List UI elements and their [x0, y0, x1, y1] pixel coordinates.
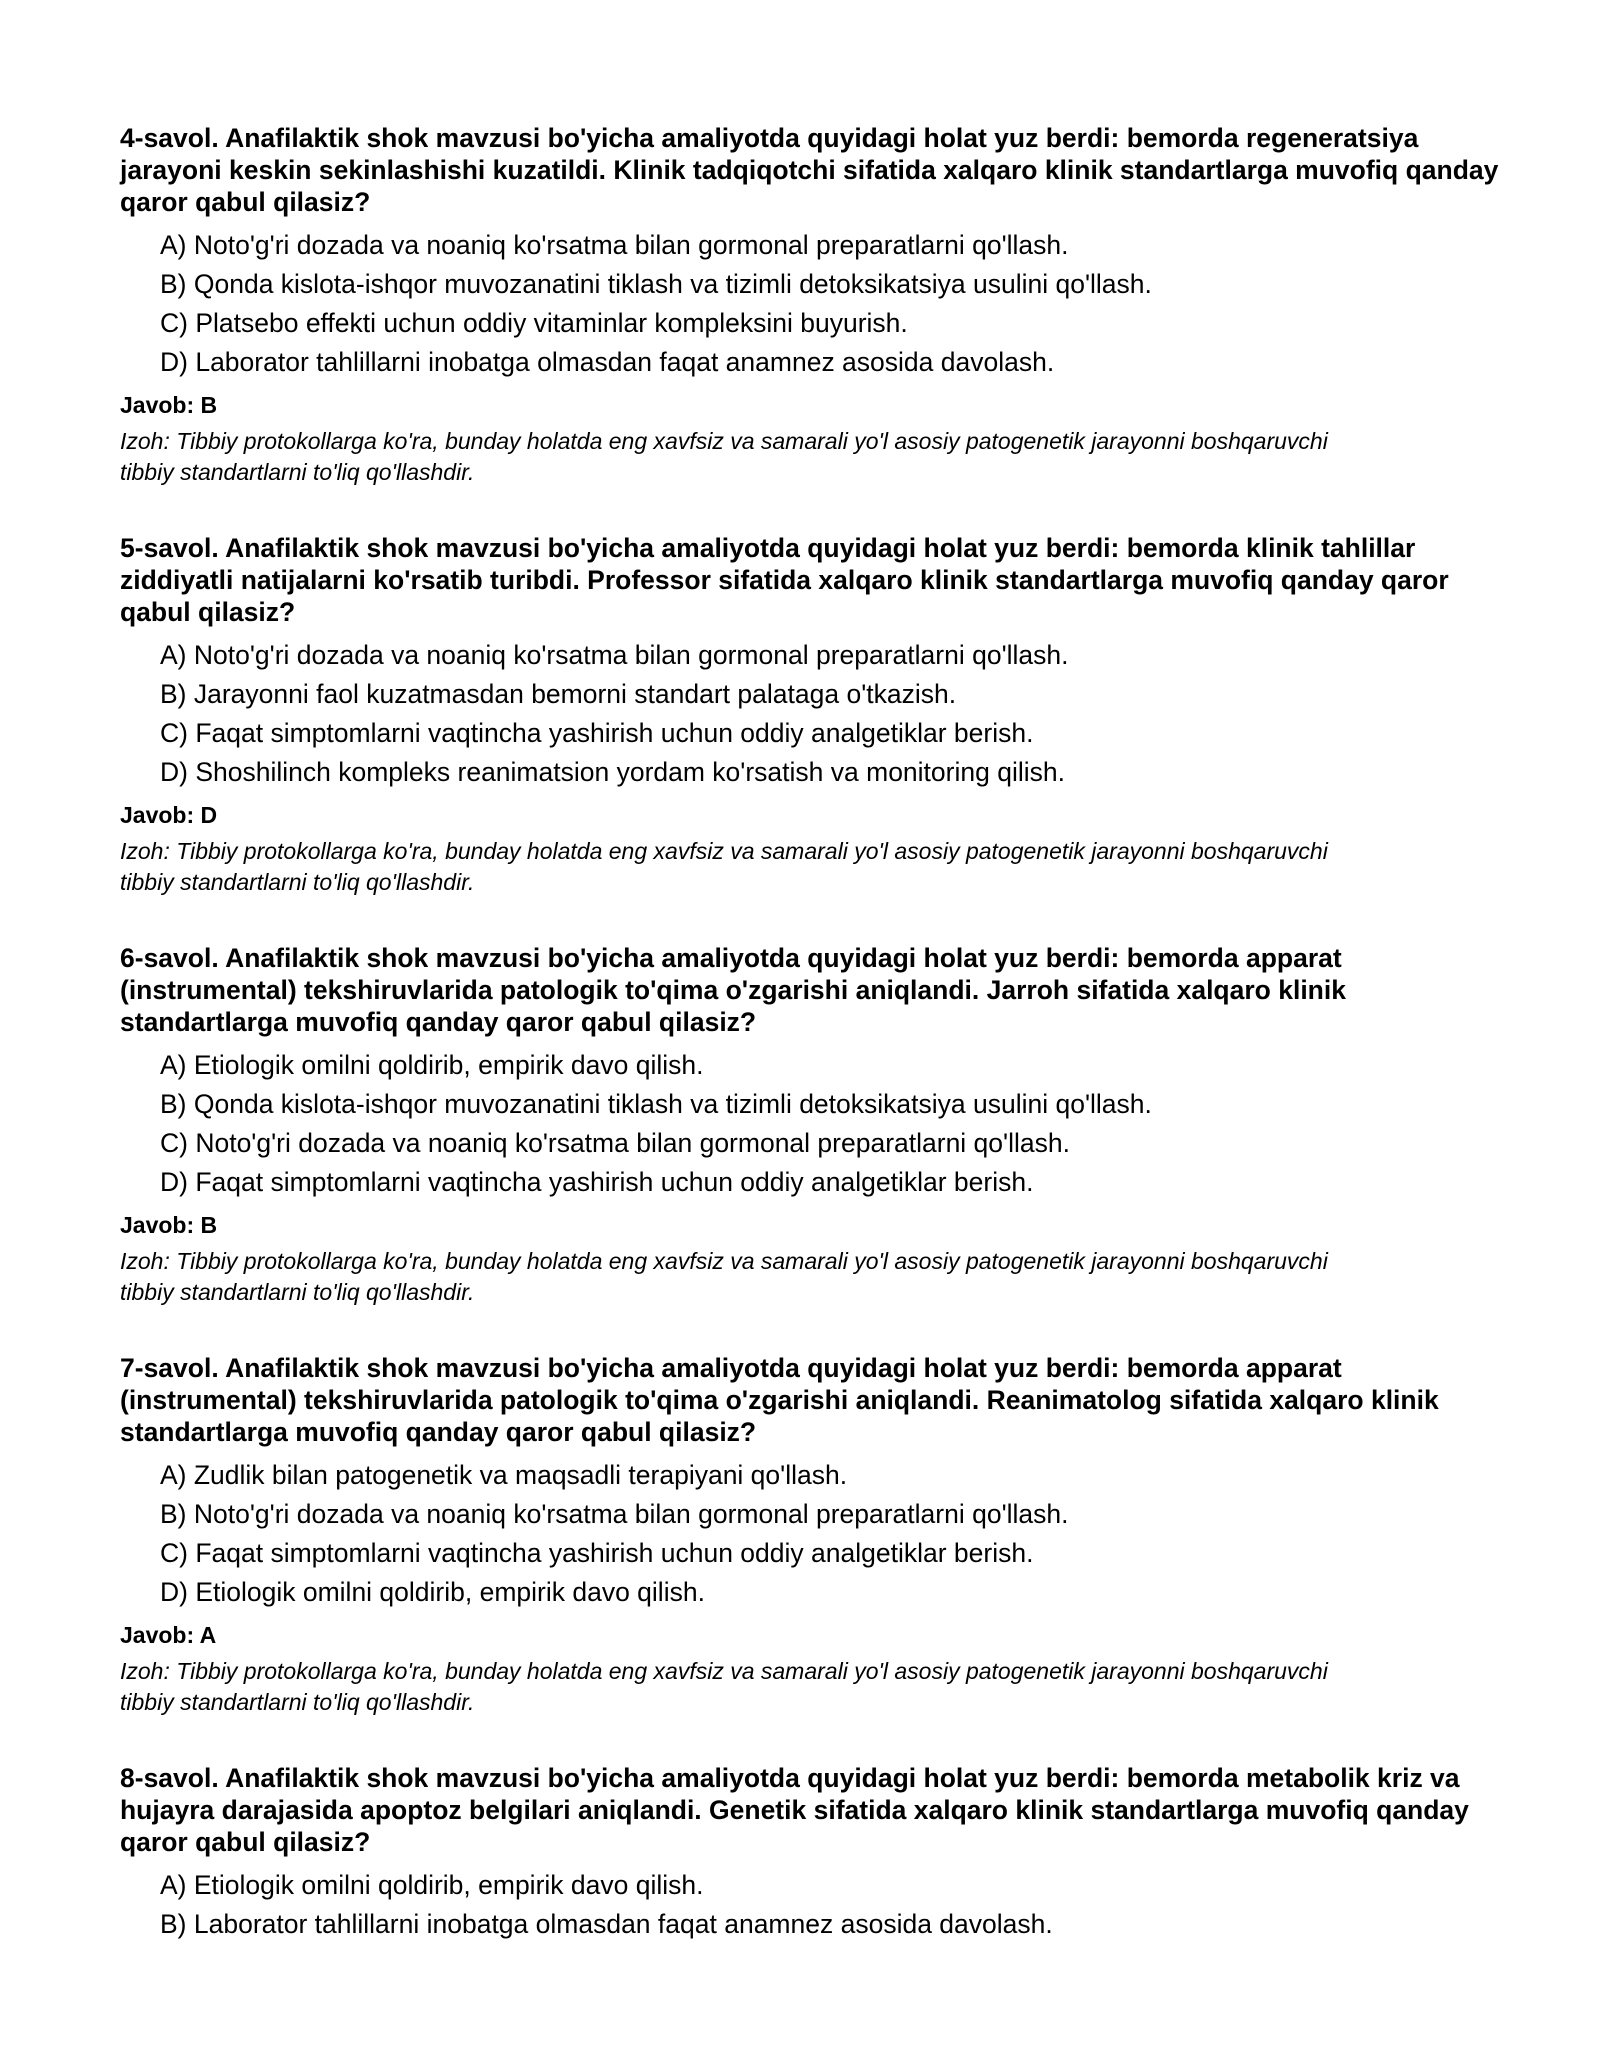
option-b: B) Qonda kislota-ishqor muvozanatini tiklash va tizimli detoksikatsiya usulini qo'llash.	[160, 269, 1152, 299]
option-b: B) Noto'g'ri dozada va noaniq ko'rsatma bilan gormonal preparatlarni qo'llash.	[160, 1499, 1069, 1529]
question-title: 4-savol. Anafilaktik shok mavzusi bo'yicha amaliyotda quyidagi holat yuz berdi: bemorda regeneratsiya jarayoni keskin sekinlashishi kuzatildi. Klinik tadqiqotchi sifatida xalqaro klinik standartlarga muvofiq qanday qaror qabul qilasiz?	[120, 123, 1499, 217]
option-d: D) Laborator tahlillarni inobatga olmasdan faqat anamnez asosida davolash.	[160, 347, 1055, 377]
option-c: C) Platsebo effekti uchun oddiy vitaminlar kompleksini buyurish.	[160, 308, 908, 338]
question-title: 8-savol. Anafilaktik shok mavzusi bo'yicha amaliyotda quyidagi holat yuz berdi: bemorda metabolik kriz va hujayra darajasida apoptoz belgilari aniqlandi. Genetik sifatida xalqaro klinik standartlarga muvofiq qanday qaror qabul qilasiz?	[120, 1763, 1469, 1857]
explanation-note: Izoh: Tibbiy protokollarga ko'ra, bunday holatda eng xavfsiz va samarali yo'l asosiy patogenetik jarayonni boshqaruvchi tibbiy standartlarni to'liq qo'llashdir.	[120, 1658, 1328, 1715]
option-d: D) Etiologik omilni qoldirib, empirik davo qilish.	[160, 1577, 705, 1607]
question-title: 5-savol. Anafilaktik shok mavzusi bo'yicha amaliyotda quyidagi holat yuz berdi: bemorda klinik tahlillar ziddiyatli natijalarni ko'rsatib turibdi. Professor sifatida xalqaro klinik standartlarga muvofiq qanday qaror qabul qilasiz?	[120, 533, 1449, 627]
options-list	[160, 1866, 1500, 1944]
option-a: A) Noto'g'ri dozada va noaniq ko'rsatma bilan gormonal preparatlarni qo'llash.	[160, 640, 1069, 670]
explanation-note: Izoh: Tibbiy protokollarga ko'ra, bunday holatda eng xavfsiz va samarali yo'l asosiy patogenetik jarayonni boshqaruvchi tibbiy standartlarni to'liq qo'llashdir.	[120, 838, 1328, 895]
question-block	[120, 1762, 1500, 1944]
option-b: B) Qonda kislota-ishqor muvozanatini tiklash va tizimli detoksikatsiya usulini qo'llash.	[160, 1089, 1152, 1119]
question-title: 7-savol. Anafilaktik shok mavzusi bo'yicha amaliyotda quyidagi holat yuz berdi: bemorda apparat (instrumental) tekshiruvlarida patologik to'qima o'zgarishi aniqlandi. Reanimatolog sifatida xalqaro klinik standartlarga muvofiq qanday qaror qabul qilasiz?	[120, 1353, 1439, 1447]
explanation-note: Izoh: Tibbiy protokollarga ko'ra, bunday holatda eng xavfsiz va samarali yo'l asosiy patogenetik jarayonni boshqaruvchi tibbiy standartlarni to'liq qo'llashdir.	[120, 1248, 1328, 1305]
option-c: C) Faqat simptomlarni vaqtincha yashirish uchun oddiy analgetiklar berish.	[160, 1538, 1034, 1568]
options-list	[160, 1456, 1500, 1612]
question-title: 6-savol. Anafilaktik shok mavzusi bo'yicha amaliyotda quyidagi holat yuz berdi: bemorda apparat (instrumental) tekshiruvlarida patologik to'qima o'zgarishi aniqlandi. Jarroh sifatida xalqaro klinik standartlarga muvofiq qanday qaror qabul qilasiz?	[120, 943, 1346, 1037]
question-block	[120, 1352, 1500, 1718]
option-d: D) Faqat simptomlarni vaqtincha yashirish uchun oddiy analgetiklar berish.	[160, 1167, 1034, 1197]
document-page	[120, 122, 1500, 1988]
answer-label: Javob: B	[120, 392, 218, 418]
options-list	[160, 226, 1500, 382]
answer-label: Javob: B	[120, 1212, 218, 1238]
explanation-note: Izoh: Tibbiy protokollarga ko'ra, bunday holatda eng xavfsiz va samarali yo'l asosiy patogenetik jarayonni boshqaruvchi tibbiy standartlarni to'liq qo'llashdir.	[120, 428, 1328, 485]
option-b: B) Jarayonni faol kuzatmasdan bemorni standart palataga o'tkazish.	[160, 679, 957, 709]
option-c: C) Noto'g'ri dozada va noaniq ko'rsatma bilan gormonal preparatlarni qo'llash.	[160, 1128, 1070, 1158]
answer-label: Javob: D	[120, 802, 218, 828]
answer-label: Javob: A	[120, 1622, 217, 1648]
options-list	[160, 636, 1500, 792]
question-block	[120, 532, 1500, 898]
option-d: D) Shoshilinch kompleks reanimatsion yordam ko'rsatish va monitoring qilish.	[160, 757, 1065, 787]
options-list	[160, 1046, 1500, 1202]
option-a: A) Etiologik omilni qoldirib, empirik davo qilish.	[160, 1050, 704, 1080]
option-c: C) Faqat simptomlarni vaqtincha yashirish uchun oddiy analgetiklar berish.	[160, 718, 1034, 748]
option-a: A) Zudlik bilan patogenetik va maqsadli terapiyani qo'llash.	[160, 1460, 848, 1490]
question-block	[120, 942, 1500, 1308]
option-b: B) Laborator tahlillarni inobatga olmasdan faqat anamnez asosida davolash.	[160, 1909, 1053, 1939]
option-a: A) Etiologik omilni qoldirib, empirik davo qilish.	[160, 1870, 704, 1900]
question-block	[120, 122, 1500, 488]
option-a: A) Noto'g'ri dozada va noaniq ko'rsatma bilan gormonal preparatlarni qo'llash.	[160, 230, 1069, 260]
